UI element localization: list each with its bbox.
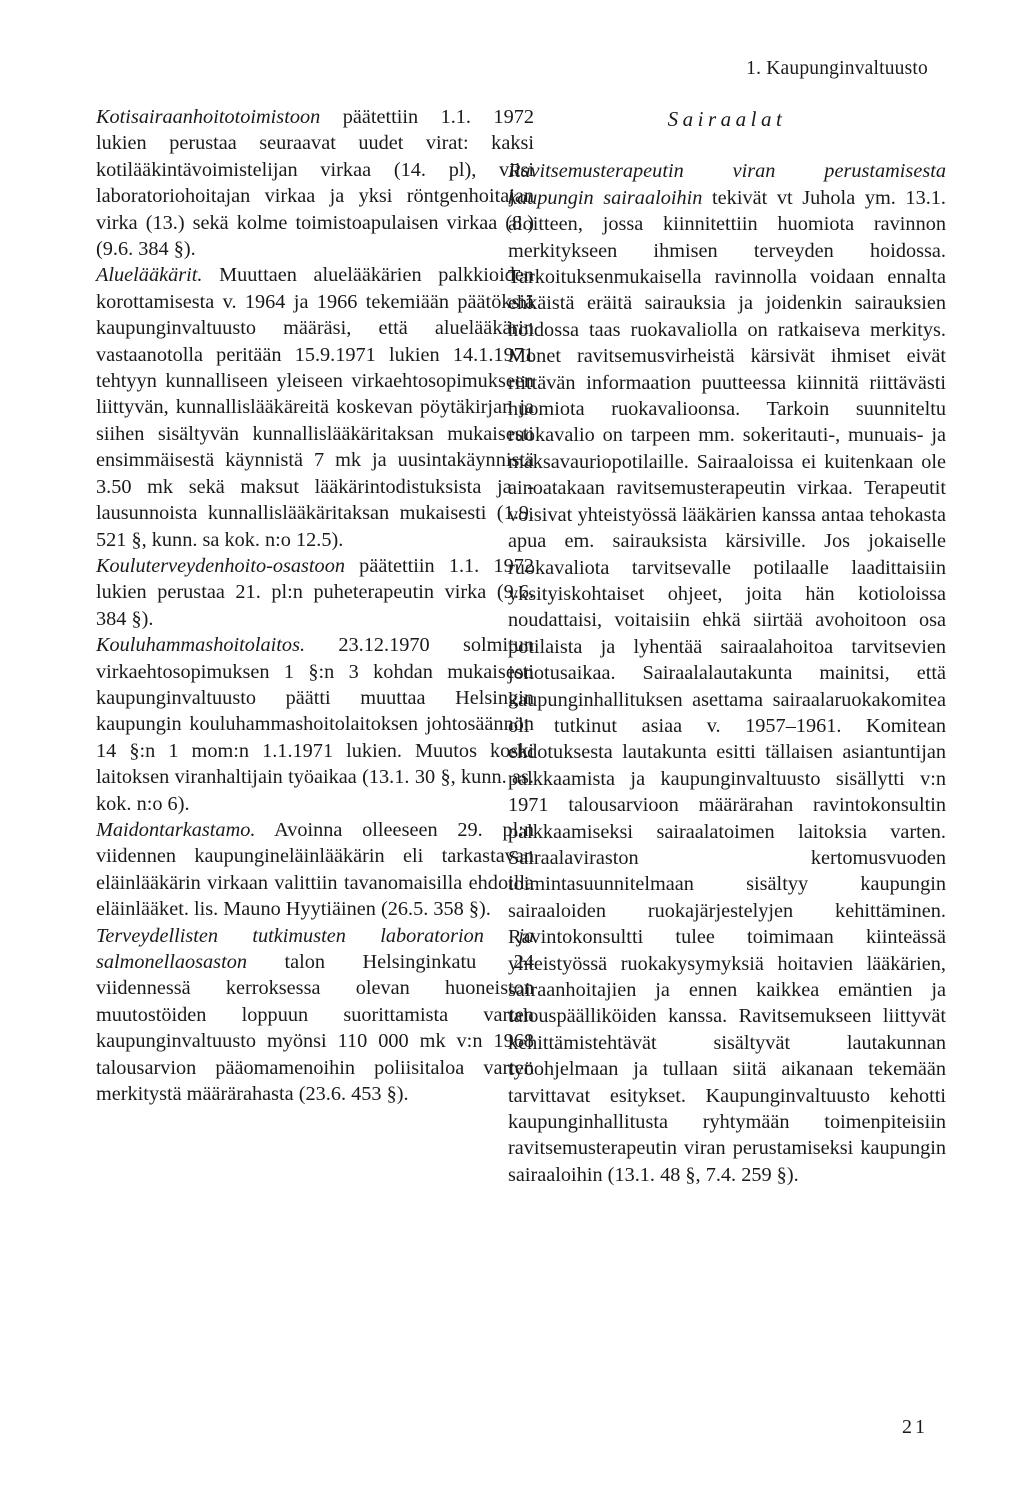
paragraph-body: 23.12.1970 solmitun virkaehtosopimuksen 1 §:n 3 kohdan mukaisesti kaupunginvaltuusto päätti muuttaa Helsingin kaupungin kouluhammashoitolaitoksen johtosäännön 14 §:n 1 mom:n 1.1.1971 lukien. Muutos koski laitoksen viranhaltijain työaikaa (13.1. 30 §, kunn. as. kok. n:o 6). [96,634,534,815]
paragraph-lead-italic: Terveydellisten tutkimusten laboratorion ja salmonellaosaston [96,924,534,973]
paragraph-body: tekivät vt Juhola ym. 13.1. aloitteen, jossa kiinnitettiin huomiota ravinnon merkitykseen ihmisen terveyden hoidossa. Tarkoituksenmukaisella ravinnolla voidaan ennalta ehkäistä eräitä sairauksia ja joidenkin sairauksien hoidossa taas ruokavaliolla on ratkaiseva merkitys. Monet ravitsemusvirheistä kärsivät ihmiset eivät riittävän informaation puutteessa kiinnitä riittävästi huomiota ruokavalioonsa. Tarkoin suunniteltu ruokavalio on tarpeen mm. sokeritauti-, munuais- ja maksavauriopotilaille. Sairaaloissa ei kuitenkaan ole ainoatakaan ravitsemusterapeutin virkaa. Terapeutit voisivat yhteistyössä lääkärien kanssa antaa tehokasta apua em. sairauksista kärsiville. Jos jokaiselle ruokavaliota tarvitsevalle potilaalle laadittaisiin yksityiskohtaiset ohjeet, joita hän kotioloissa noudattaisi, voitaisiin ehkä siirtää avohoitoon osa potilaista ja lyhentää sairaalahoitoa tarvitsevien jonotusaikaa. Sairaalalautakunta mainitsi, että kaupunginhallituksen asettama sairaalaruokakomitea oli tutkinut asiaa v. 1957–1961. Komitean ehdotuksesta lautakunta esitti tällaisen asiantuntijan palkkaamista ja kaupunginvaltuusto sisällytti v:n 1971 talousarvioon määrärahan ravintokonsultin palkkaamiseksi sairaalatoimen laitoksia varten. Sairaalaviraston kertomusvuoden toimintasuunnitelmaan sisältyy kaupungin sairaaloiden ruokajärjestelyjen kehittäminen. Ravintokonsultti tulee toimimaan kiinteässä yhteistyössä ruokakysymyksiä hoitavien lääkärien, sairaanhoitajien ja ennen kaikkea emäntien ja talouspäälliköiden kanssa. Ravitsemukseen liittyvät kehittämistehtävät sisältyvät lautakunnan työohjelmaan ja tullaan siitä aikanaan tekemään tarvittavat esitykset. Kaupunginvaltuusto kehotti kaupunginhallitusta ryhtymään toimenpiteisiin ravitsemusterapeutin viran perustamiseksi kaupungin sairaaloihin (13.1. 48 §, 7.4. 259 §). [508,186,946,1186]
paragraph-body: talon Helsinginkatu 24 viidennessä kerroksessa olevan huoneiston muutostöiden loppuun suorittamista varten kaupunginvaltuusto myönsi 110 000 mk v:n 1968 talousarvion pääomamenoihin poliisitaloa varten merkitystä määrärahasta (23.6. 453 §). [96,951,534,1106]
paragraph-laboratorio [96,923,534,1108]
paragraph-aluelaakarit [96,262,534,552]
paragraph-body: päätettiin 1.1. 1972 lukien perustaa 21. pl:n puheterapeutin virka (9.6. 384 §). [96,554,534,630]
section-heading-sairaalat: Sairaalat [667,107,787,131]
paragraph-lead-italic: Kouluhammashoitolaitos. [96,634,306,657]
paragraph-lead-italic: Kotisairaanhoitotoimistoon [96,106,321,128]
paragraph-lead-italic: Maidontarkastamo. [96,818,256,841]
paragraph-lead-italic: Aluelääkärit. [96,264,203,287]
paragraph-kotisairaanhoito [96,104,534,262]
paragraph-ravitsemusterapeutti [508,158,946,1188]
paragraph-body: Muuttaen aluelääkärien palkkioiden korottamisesta v. 1964 ja 1966 tekemiään päätöksiä kaupunginvaltuusto määräsi, että aluelääkärin vastaanotolla peritään 15.9.1971 lukien 14.1.1971 tehtyyn kunnalliseen yleiseen virkaehtosopimukseen liittyvän, kunnallislääkäreitä koskevan pöytäkirjan ja siihen sisältyvän kunnallislääkäritaksan mukaisesti ensimmäisestä käynnistä 7 mk ja uusintakäynnistä 3.50 mk sekä maksut lääkärintodistuksista ja -lausunnoista kunnallislääkäritaksan mukaisesti (1.9. 521 §, kunn. sa kok. n:o 12.5). [96,264,534,551]
right-column [508,104,946,1188]
paragraph-kouluhammashoitolaitos [96,632,534,817]
paragraph-body: päätettiin 1.1. 1972 lukien perustaa seuraavat uudet virat: kaksi kotilääkintävoimistelijan virkaa (14. pl), viisi laboratoriohoitajan virkaa ja yksi röntgenhoitajan virka (13.) sekä kolme toimistoapulaisen virkaa (8.) (9.6. 384 §). [96,106,534,261]
left-column [96,104,534,1107]
paragraph-lead-italic: Ravitsemusterapeutin viran perustamisesta kaupungin sairaaloihin [508,160,946,209]
page-number: 21 [902,1416,928,1438]
paragraph-kouluterveydenhoito [96,553,534,632]
paragraph-lead-italic: Kouluterveydenhoito-osastoon [96,554,345,577]
paragraph-body: Avoinna olleeseen 29. pl:n viidennen kaupungineläinlääkärin eli tarkastavan eläinlääkärin virkaan valittiin tavanomaisilla ehdoilla eläinlääket. lis. Mauno Hyytiäinen (26.5. 358 §). [96,818,534,921]
running-head: 1. Kaupunginvaltuusto [746,58,928,79]
paragraph-maidontarkastamo [96,817,534,923]
